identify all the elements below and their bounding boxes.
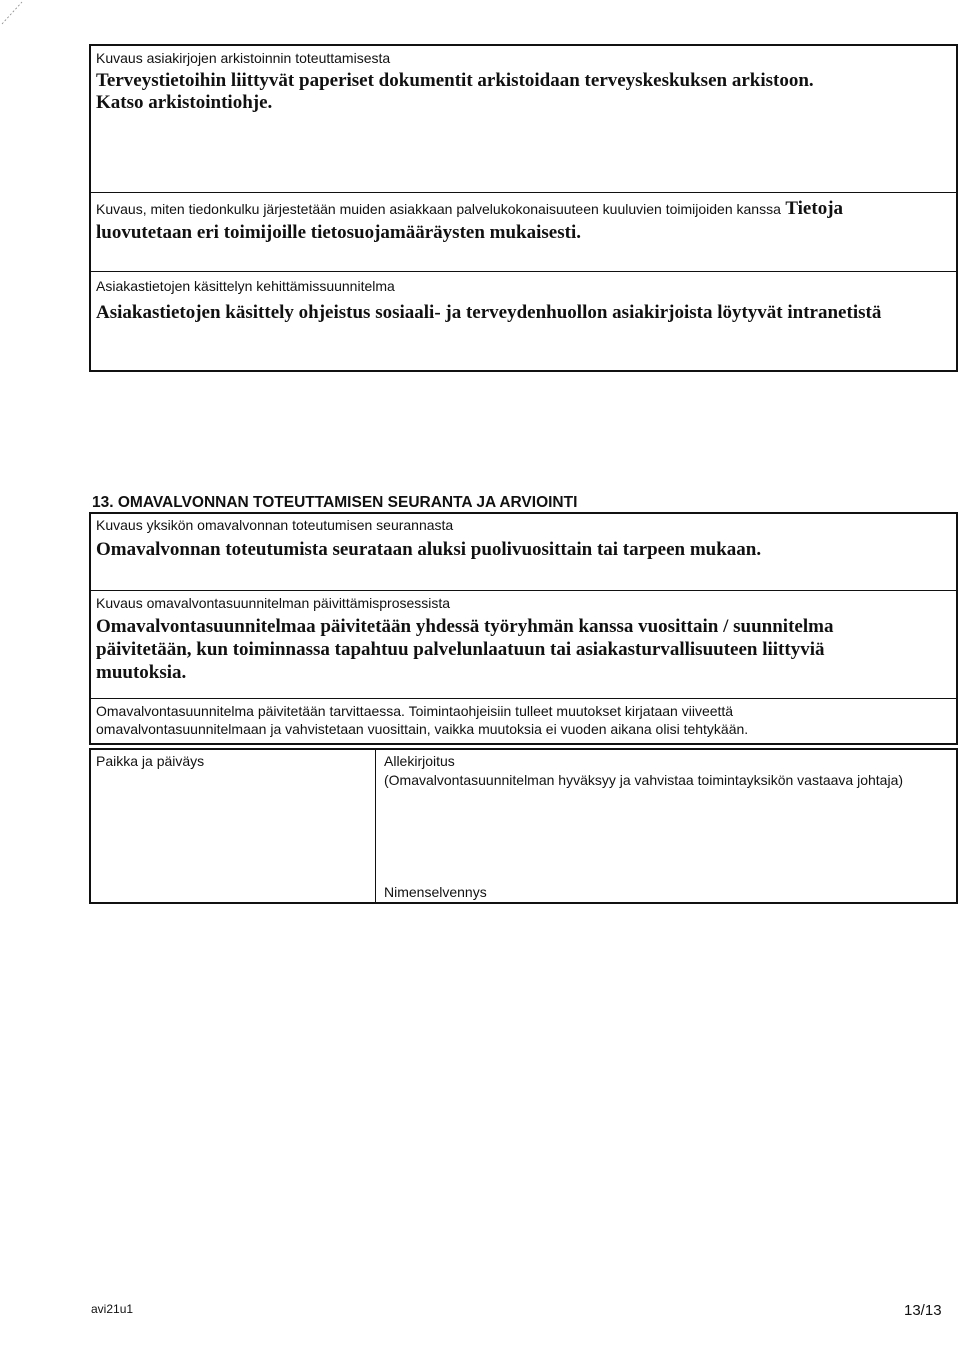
- signature-approver-note: (Omavalvontasuunnitelman hyväksyy ja vahvistaa toimintayksikön vastaava johtaja): [384, 772, 904, 788]
- update-process-label: Kuvaus omavalvontasuunnitelman päivittämisprosessista: [96, 595, 451, 611]
- signature-box-divider: [375, 750, 376, 902]
- update-note-line1: Omavalvontasuunnitelma päivitetään tarvittaessa. Toimintaohjeisiin tulleet muutokset kirjataan viiveettä: [96, 703, 734, 719]
- development-plan-label: Asiakastietojen käsittelyn kehittämissuunnitelma: [96, 278, 395, 294]
- flow-description-label: Kuvaus, miten tiedonkulku järjestetään muiden asiakkaan palvelukokonaisuuteen kuuluvien toimijoiden kanssa: [96, 201, 781, 217]
- section-13-heading: 13. OMAVALVONNAN TOTEUTTAMISEN SEURANTA JA ARVIOINTI: [92, 494, 578, 511]
- divider-monitoring-update: [91, 590, 956, 591]
- flow-description-line1: [96, 198, 843, 220]
- name-clarification-label: Nimenselvennys: [384, 884, 487, 900]
- update-process-text-line1: Omavalvontasuunnitelmaa päivitetään yhdessä työryhmän kanssa vuosittain / suunnitelma: [96, 616, 834, 637]
- footer-page-number: 13/13: [904, 1302, 942, 1319]
- archive-description-label: Kuvaus asiakirjojen arkistoinnin toteuttamisesta: [96, 50, 391, 66]
- update-process-text-line2: päivitetään, kun toiminnassa tapahtuu palvelunlaatuun tai asiakasturvallisuuteen liittyviä: [96, 639, 825, 660]
- footer-document-code: avi21u1: [91, 1302, 134, 1316]
- signature-label: Allekirjoitus: [384, 753, 455, 769]
- archive-description-text-line2: Katso arkistointiohje.: [96, 92, 273, 113]
- monitoring-description-label: Kuvaus yksikön omavalvonnan toteutumisen seurannasta: [96, 517, 454, 533]
- development-plan-text: Asiakastietojen käsittely ohjeistus sosiaali- ja terveydenhuollon asiakirjoista löytyvät intranetistä: [96, 302, 882, 323]
- flow-description-text-line2: luovutetaan eri toimijoille tietosuojamääräysten mukaisesti.: [96, 222, 581, 243]
- flow-description-text-inline: Tietoja: [785, 198, 844, 219]
- divider-archive-flow: [91, 192, 956, 193]
- update-process-text-line3: muutoksia.: [96, 662, 187, 683]
- archive-description-text-line1: Terveystietoihin liittyvät paperiset dokumentit arkistoidaan terveyskeskuksen arkistoon.: [96, 70, 814, 91]
- divider-flow-development: [91, 271, 956, 272]
- place-date-label: Paikka ja päiväys: [96, 753, 205, 769]
- divider-update-note: [91, 698, 956, 699]
- update-note-line2: omavalvontasuunnitelmaan ja vahvistetaan vuosittain, vaikka muutoksia ei vuoden aikana olisi tehtykään.: [96, 721, 749, 737]
- scan-corner-mark: [0, 0, 26, 26]
- monitoring-description-text: Omavalvonnan toteutumista seurataan aluksi puolivuosittain tai tarpeen mukaan.: [96, 539, 762, 560]
